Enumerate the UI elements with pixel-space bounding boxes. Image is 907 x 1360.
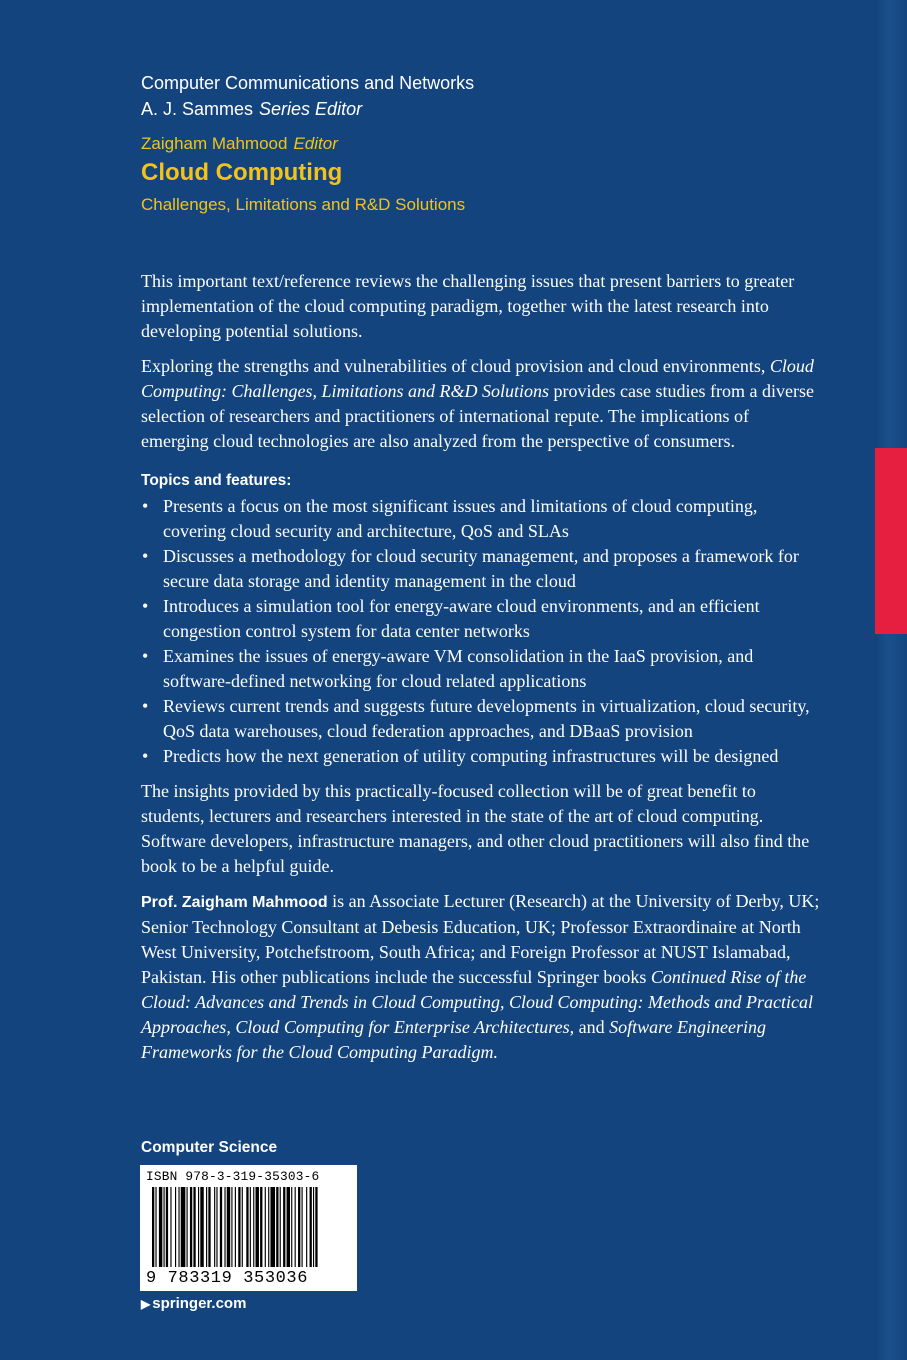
barcode-bar <box>306 1187 307 1267</box>
book-title: Cloud Computing <box>141 159 343 186</box>
barcode-bar <box>298 1187 300 1267</box>
barcode-bar <box>283 1187 285 1267</box>
barcode-bar <box>164 1187 165 1267</box>
barcode-bar <box>200 1187 203 1267</box>
bullet-icon: • <box>142 646 149 666</box>
barcode-bar <box>216 1187 217 1267</box>
barcode-bar <box>268 1187 269 1267</box>
author-bio <box>141 889 821 1065</box>
book-editor-name: Zaigham Mahmood <box>141 134 288 153</box>
book-editor-role: Editor <box>293 134 338 153</box>
feature-text: Reviews current trends and suggests future developments in virtualization, cloud security, QoS data warehouses, cloud federation approaches, and DBaaS provision <box>163 696 810 741</box>
barcode-bar <box>208 1187 210 1267</box>
feature-text: Presents a focus on the most significant issues and limitations of cloud computing, covering cloud security and architecture, QoS and SLAs <box>163 496 758 541</box>
barcode-bar <box>238 1187 240 1267</box>
barcode-bar <box>291 1187 292 1267</box>
barcode-bar <box>206 1187 207 1267</box>
bio-last-book: Software Engineering Frameworks for the Cloud Computing Paradigm. <box>141 1017 766 1062</box>
book-editor <box>141 132 474 156</box>
barcode-bar <box>166 1187 168 1267</box>
para2-end: provides case studies from a diverse selection of researchers and practitioners of international repute. The implications of emerging cloud technologies are also analyzed from the perspective of consumers. <box>141 381 814 451</box>
feature-text: Discusses a methodology for cloud security management, and proposes a framework for secure data storage and identity management in the cloud <box>163 546 799 591</box>
header <box>141 70 474 218</box>
bio-text: is an Associate Lecturer (Research) at the University of Derby, UK; Senior Technology Consultant at Debesis Education, UK; Professor Extraordinaire at North West University, Potchefstroom, South Africa; and Foreign Professor at NUST Islamabad, Pakistan. His other publications include the successful Springer books <box>141 891 820 987</box>
barcode-bar <box>310 1187 312 1267</box>
barcode-bar <box>187 1187 188 1267</box>
barcode-bar <box>287 1187 290 1267</box>
features-list <box>141 494 821 769</box>
category-label: Computer Science <box>141 1139 278 1156</box>
arrow-icon: ▶ <box>141 1297 151 1311</box>
topics-heading: Topics and features: <box>141 472 292 489</box>
barcode-bar <box>155 1187 156 1267</box>
barcode-bar <box>246 1187 248 1267</box>
bio-books: Continued Rise of the Cloud: Advances and Trends in Cloud Computing, Cloud Computing: Methods and Practical Approaches, Cloud Computing for Enterprise Architectures, <box>141 967 813 1037</box>
barcode-bar <box>265 1187 266 1267</box>
barcode-bar <box>178 1187 179 1267</box>
barcode-bar <box>302 1187 303 1267</box>
bio-and: and <box>574 1017 610 1037</box>
barcode-bar <box>227 1187 230 1267</box>
para2-start: Exploring the strengths and vulnerabilities of cloud provision and cloud environments, <box>141 356 770 376</box>
series-editor <box>141 96 474 122</box>
barcode-bar <box>198 1187 199 1267</box>
spine-edge <box>875 0 907 1360</box>
bullet-icon: • <box>142 546 149 566</box>
bullet-icon: • <box>142 746 149 766</box>
barcode-bar <box>235 1187 236 1267</box>
barcode-bar <box>193 1187 195 1267</box>
red-tab <box>875 448 907 634</box>
feature-text: Predicts how the next generation of utility computing infrastructures will be designed <box>163 746 779 766</box>
series-name: Computer Communications and Networks <box>141 73 475 93</box>
barcode-bar <box>256 1187 259 1267</box>
feature-text: Examines the issues of energy-aware VM consolidation in the IaaS provision, and software-defined networking for cloud related applications <box>163 646 754 691</box>
description-paragraph-1: This important text/reference reviews the challenging issues that present barriers to greater implementation of the cloud computing paradigm, together with the latest research into developing potential solutions. <box>141 271 795 341</box>
barcode-bar <box>276 1187 278 1267</box>
barcode-bar <box>250 1187 251 1267</box>
list-item <box>141 544 821 594</box>
bullet-icon: • <box>142 496 149 516</box>
isbn-label: ISBN 978-3-319-35303-6 <box>146 1169 320 1184</box>
barcode-bar <box>242 1187 243 1267</box>
barcode-bar <box>175 1187 176 1267</box>
barcode-bar <box>280 1187 281 1267</box>
barcode-bar <box>231 1187 232 1267</box>
feature-text: Introduces a simulation tool for energy-aware cloud environments, and an efficient congestion control system for data center networks <box>163 596 760 641</box>
barcode-bar <box>214 1187 215 1267</box>
series-editor-role: Series Editor <box>259 99 363 119</box>
series-editor-name: A. J. Sammes <box>141 99 254 119</box>
barcode-bar <box>152 1187 154 1267</box>
barcode-bar <box>253 1187 254 1267</box>
description <box>141 269 821 1075</box>
bullet-icon: • <box>142 596 149 616</box>
barcode-bar <box>315 1187 317 1267</box>
website-link[interactable] <box>141 1295 246 1312</box>
bullet-icon: • <box>142 696 149 716</box>
author-name: Prof. Zaigham Mahmood <box>141 894 328 911</box>
isbn-barcode <box>140 1165 357 1291</box>
barcode-bar <box>181 1187 186 1267</box>
barcode-bar <box>170 1187 171 1267</box>
barcode-digits: 9 783319 353036 <box>146 1269 309 1288</box>
para2-book-title: Cloud Computing: Challenges, Limitations and R&D Solutions <box>141 356 814 401</box>
description-paragraph-3: The insights provided by this practically-focused collection will be of great benefit to students, lecturers and researchers interested in the state of the art of cloud computing. Software developers, infrastructure managers, and other cloud practitioners will also find the book to be a helpful guide. <box>141 781 810 876</box>
barcode-icon <box>148 1187 350 1269</box>
barcode-bar <box>220 1187 222 1267</box>
barcode-bar <box>260 1187 262 1267</box>
barcode-bar <box>270 1187 275 1267</box>
barcode-bar <box>224 1187 225 1267</box>
barcode-bar <box>295 1187 296 1267</box>
list-item <box>141 744 821 769</box>
list-item <box>141 494 821 544</box>
description-paragraph-2 <box>141 354 821 454</box>
website-url: springer.com <box>152 1295 247 1312</box>
book-subtitle: Challenges, Limitations and R&D Solutions <box>141 195 466 214</box>
list-item <box>141 594 821 644</box>
barcode-bar <box>159 1187 162 1267</box>
barcode-bar <box>313 1187 314 1267</box>
list-item <box>141 694 821 744</box>
barcode-bar <box>190 1187 192 1267</box>
list-item <box>141 644 821 694</box>
